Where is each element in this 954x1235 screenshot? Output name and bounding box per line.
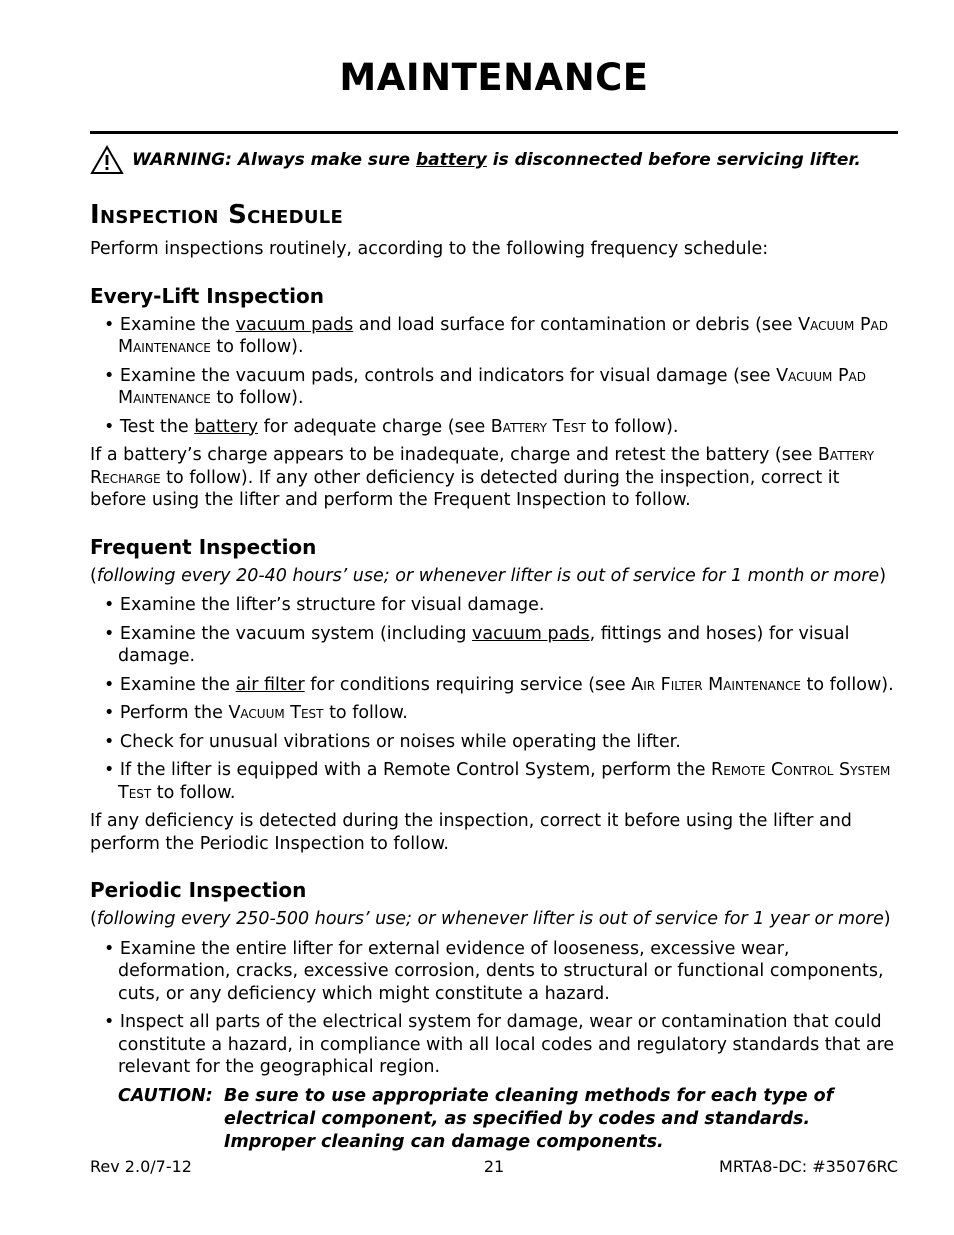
page-number: 21: [483, 1157, 505, 1176]
section-reference: Vacuum Pad Maintenance: [118, 365, 866, 408]
text: • If the lifter is equipped with a Remote Control System, perform the: [104, 760, 712, 780]
text: to follow).: [210, 388, 304, 408]
every-lift-paragraph: [90, 444, 898, 512]
text: for conditions requiring service (see: [304, 674, 632, 695]
battery-link[interactable]: battery: [194, 416, 259, 437]
text: ): [879, 565, 887, 586]
list-item: [90, 314, 898, 359]
text: and load surface for contamination or debris (see: [353, 314, 799, 335]
list-item: • Examine the lifter’s structure for visual damage.: [104, 595, 545, 615]
text: to follow).: [210, 337, 304, 357]
section-reference: Battery Recharge: [90, 445, 875, 488]
warning-text: [132, 150, 861, 170]
warning-prefix: WARNING: Always make sure: [132, 150, 416, 170]
text: • Examine the: [104, 314, 236, 335]
text: (: [90, 909, 97, 929]
section-reference: Air Filter Maintenance: [631, 674, 801, 695]
text: to follow.: [151, 782, 236, 803]
caution-label: CAUTION:: [118, 1085, 213, 1106]
warning-battery-link[interactable]: battery: [416, 150, 487, 170]
section-reference: Battery Test: [490, 416, 586, 437]
frequent-heading: Frequent Inspection: [90, 534, 317, 559]
revision-label: Rev 2.0/7-12: [90, 1157, 192, 1176]
caution-text: Be sure to use appropriate cleaning methods for each type of electrical component, as specified by codes and standards. Improper cleaning can damage components.: [224, 1085, 834, 1152]
text: • Test the: [104, 416, 195, 437]
text: to follow).: [800, 674, 894, 695]
section-reference: Vacuum Pad Maintenance: [118, 314, 888, 357]
list-item: [90, 365, 898, 410]
periodic-heading: Periodic Inspection: [90, 878, 307, 902]
section-heading: Inspection Schedule: [90, 200, 344, 230]
title-divider: [90, 131, 898, 134]
frequent-note: [90, 565, 898, 588]
text: for adequate charge (see: [258, 416, 491, 437]
text: to follow). If any other deficiency is detected during the inspection, correct it before using the lifter and perform the Frequent Inspection to follow.: [90, 467, 840, 510]
warning-suffix: is disconnected before servicing lifter.: [486, 150, 861, 170]
vacuum-pads-link[interactable]: vacuum pads: [235, 314, 354, 335]
frequent-paragraph: If any deficiency is detected during the inspection, correct it before using the lifter and perform the Periodic Inspection to follow.: [90, 811, 852, 854]
content: [90, 198, 898, 1154]
text: to follow).: [585, 416, 679, 437]
warning-banner: [90, 145, 898, 175]
list-item: [90, 674, 898, 697]
list-item: • Examine the entire lifter for external evidence of looseness, excessive wear, deformation, cracks, excessive corrosion, dents to structural or functional components, cuts, or any deficiency which might constitute a hazard.: [104, 938, 884, 1004]
page-title: MAINTENANCE: [339, 56, 649, 99]
vacuum-pads-link[interactable]: vacuum pads: [472, 623, 590, 644]
text: following every 250-500 hours’ use; or whenever lifter is out of service for 1 year or more: [96, 909, 884, 929]
list-item: [90, 759, 898, 804]
intro-text: Perform inspections routinely, according to the following frequency schedule:: [90, 239, 769, 259]
text: • Examine the vacuum system (including: [104, 623, 473, 644]
text: , fittings and hoses) for visual damage.: [118, 623, 850, 666]
document-id: MRTA8-DC: #35076RC: [719, 1157, 898, 1176]
text: to follow.: [323, 703, 408, 723]
list-item: • Check for unusual vibrations or noises while operating the lifter.: [104, 731, 681, 752]
list-item: [90, 702, 898, 725]
text: • Examine the: [104, 674, 236, 695]
periodic-note: [90, 908, 898, 931]
text: following every 20-40 hours’ use; or whenever lifter is out of service for 1 month or more: [96, 565, 880, 586]
list-item: [90, 416, 898, 439]
text: • Perform the: [104, 703, 229, 723]
air-filter-link[interactable]: air filter: [235, 674, 305, 695]
text: (: [90, 565, 97, 586]
warning-triangle-icon: [90, 145, 124, 175]
text: If a battery’s charge appears to be inadequate, charge and retest the battery (see: [90, 445, 818, 465]
text: ): [883, 909, 891, 929]
list-item: • Inspect all parts of the electrical system for damage, wear or contamination that could constitute a hazard, in compliance with all local codes and regulatory standards that are relevant for the geographical region.: [104, 1012, 895, 1077]
section-reference: Remote Control System Test: [118, 760, 891, 803]
every-lift-heading: Every-Lift Inspection: [90, 283, 325, 308]
list-item: [90, 623, 898, 668]
caution-note: [118, 1085, 898, 1154]
text: • Examine the vacuum pads, controls and indicators for visual damage (see: [104, 365, 777, 386]
section-reference: Vacuum Test: [228, 703, 324, 723]
